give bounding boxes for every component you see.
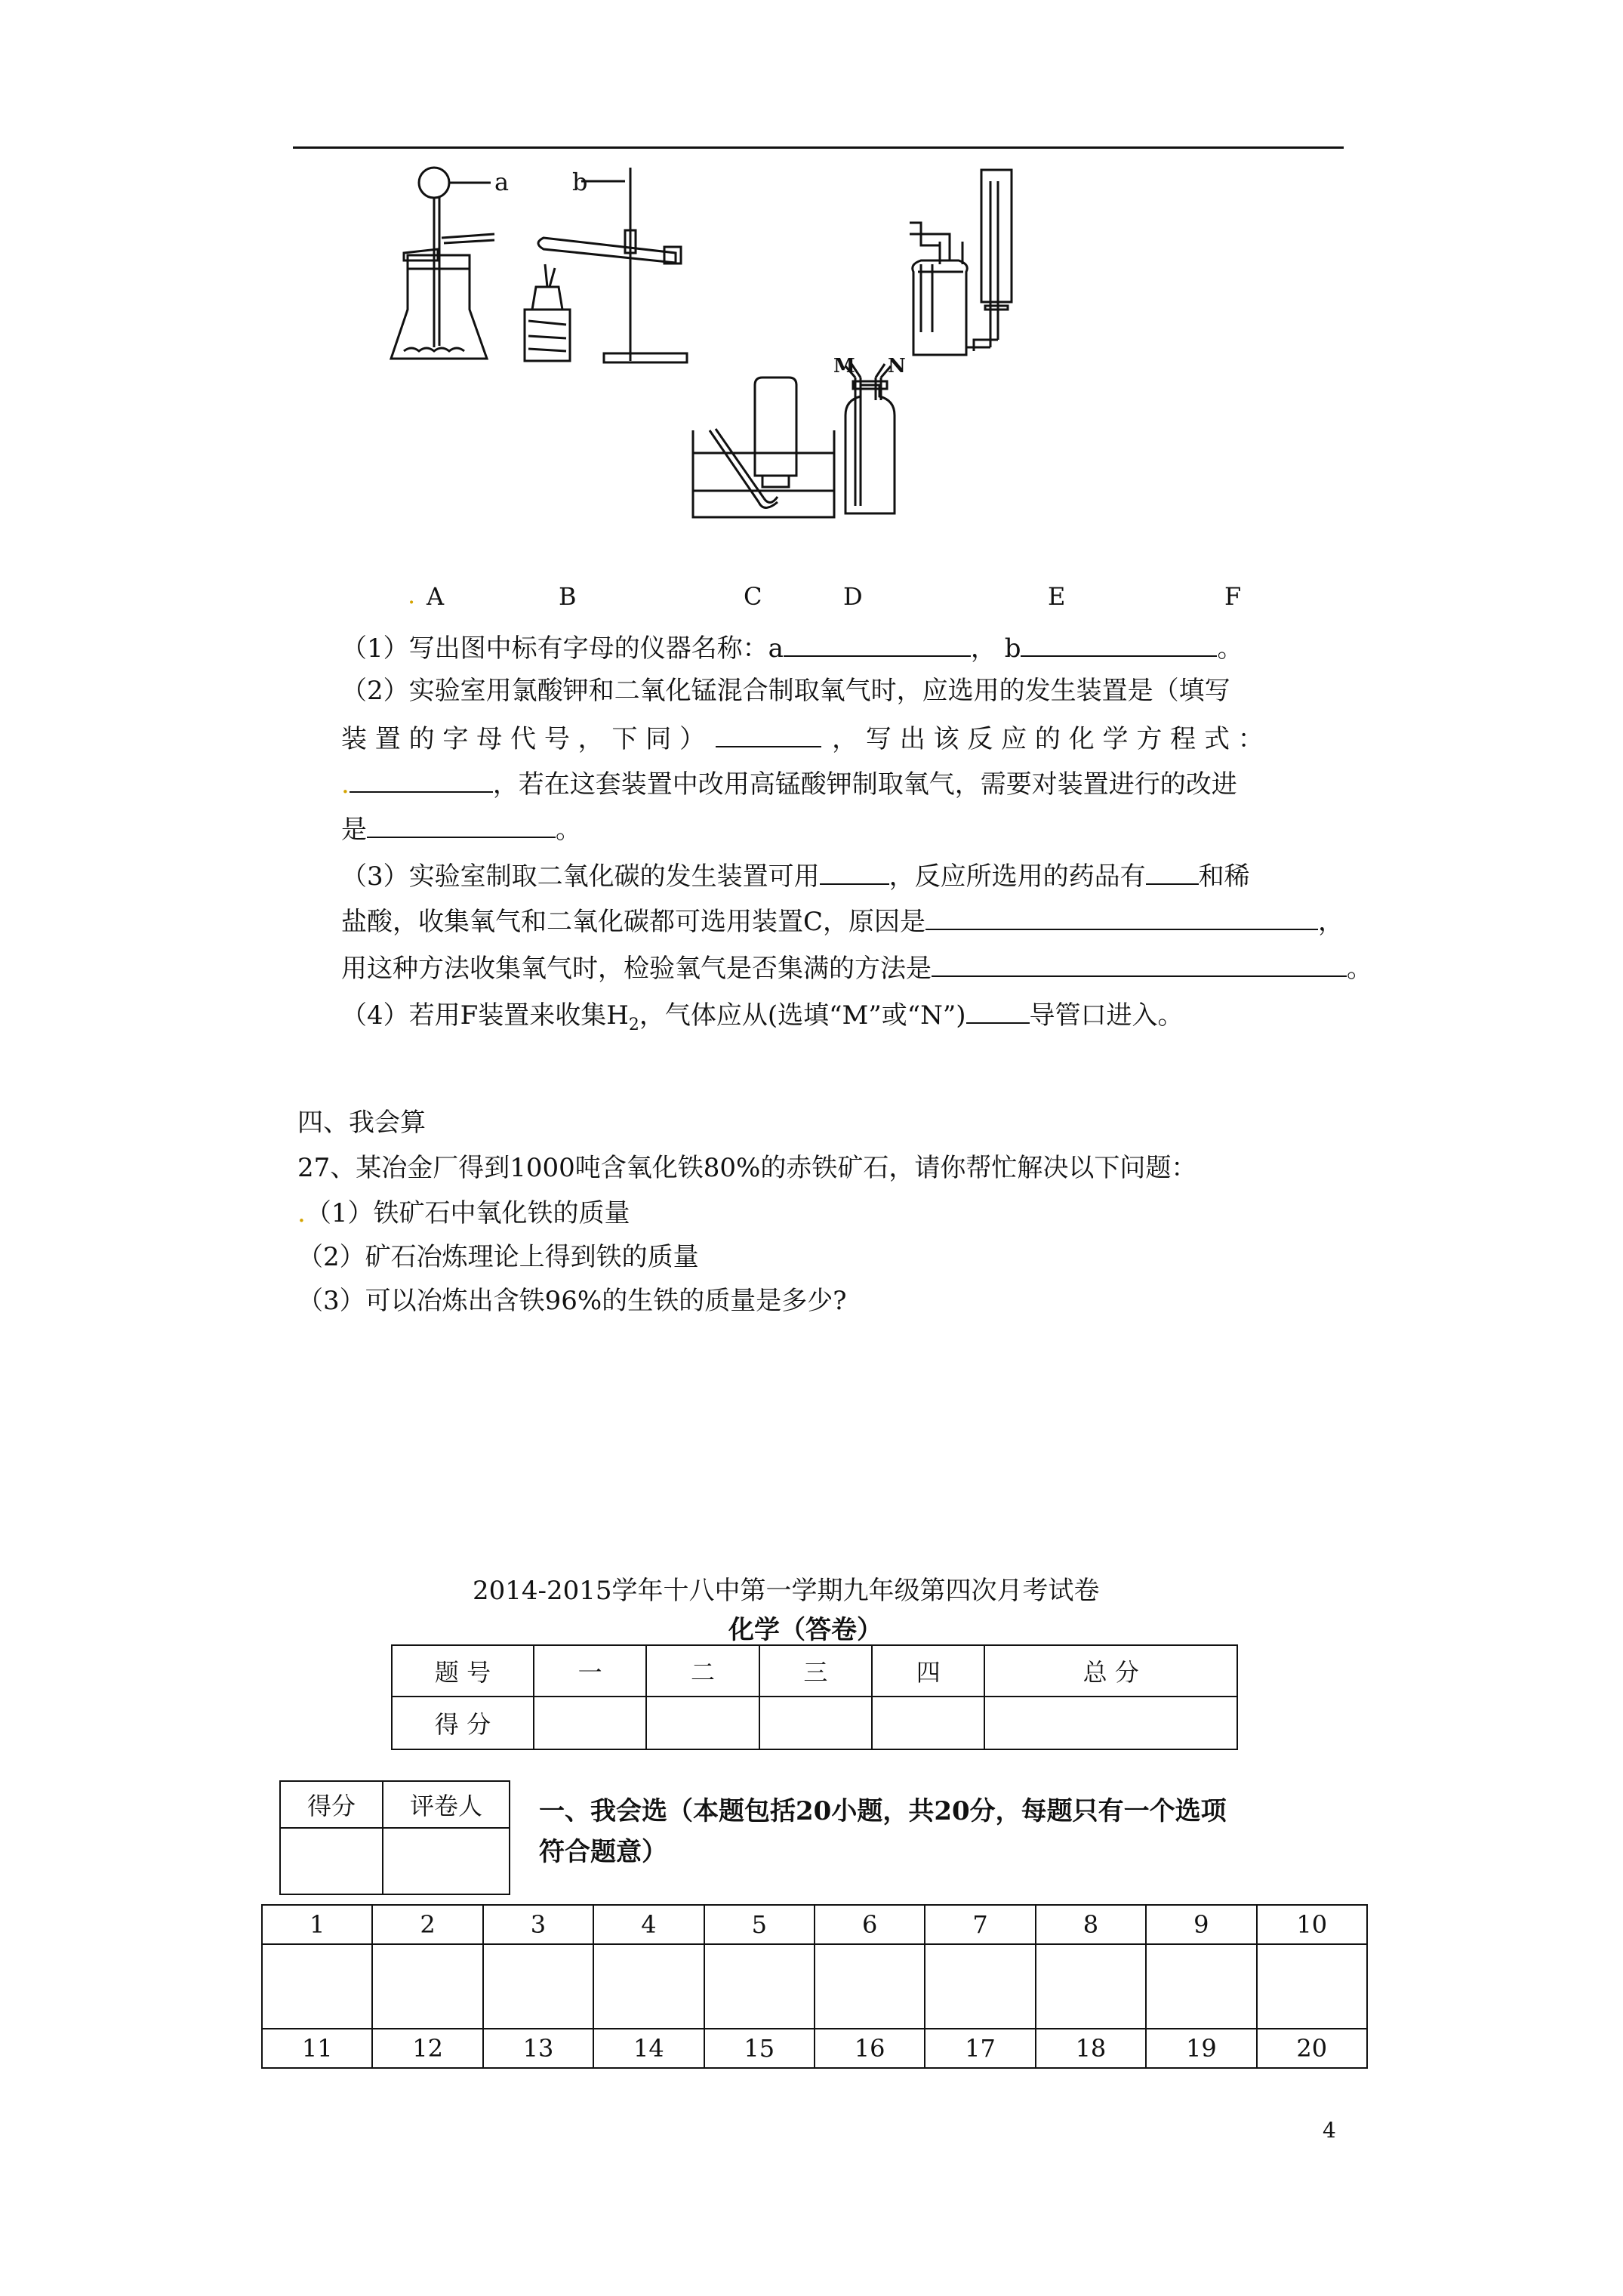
device-c-water-trough: [693, 378, 834, 517]
q27-item-2: （2）矿石冶炼理论上得到铁的质量: [297, 1242, 699, 1272]
q26-p2-line4b: 。: [556, 815, 581, 845]
q26-p2-line4: [341, 814, 581, 843]
score-header-total: 总 分: [984, 1645, 1237, 1697]
grid-num: 19: [1146, 2029, 1256, 2068]
grid-answer-cell[interactable]: [1257, 1944, 1367, 2029]
answer-sheet-title: 2014-2015学年十八中第一学期九年级第四次月考试卷: [473, 1576, 1100, 1606]
blank-a[interactable]: [784, 633, 971, 657]
device-f-inverted-bottle: [966, 170, 1012, 351]
q26-p3-line2b: ，: [1318, 907, 1344, 937]
q26-p3-line3b: 。: [1347, 954, 1372, 984]
label-b: b: [572, 168, 588, 196]
score-cell-2[interactable]: [646, 1697, 759, 1749]
device-letter-a: A: [427, 582, 445, 611]
grid-num: 10: [1257, 1905, 1367, 1944]
grid-num: 18: [1036, 2029, 1146, 2068]
q26-p2-line4a: 是: [341, 815, 367, 845]
grid-answer-cell[interactable]: [925, 1944, 1035, 2029]
grid-num: 1: [262, 1905, 372, 1944]
blank-improvement[interactable]: [367, 814, 556, 838]
device-b-heating: [525, 168, 687, 362]
q26-p1-text: （1）写出图中标有字母的仪器名称：a: [341, 633, 784, 664]
score-table: [391, 1644, 1238, 1750]
section1-line1: 一、我会选（本题包括20小题，共20分，每题只有一个选项: [539, 1796, 1227, 1826]
grid-num: 8: [1036, 1905, 1146, 1944]
grid-num: 7: [925, 1905, 1035, 1944]
grader-table: [279, 1780, 510, 1895]
q26-p3-line1: [341, 861, 1250, 892]
score-header-4: 四: [872, 1645, 984, 1697]
device-letter-c: C: [744, 582, 762, 611]
blank-b[interactable]: [1021, 633, 1217, 657]
grid-num: 17: [925, 2029, 1035, 2068]
grader-score-header: 得分: [280, 1781, 383, 1828]
device-d-gas-bottle: [845, 364, 895, 513]
label-a: a: [494, 168, 510, 196]
q26-p4-b: ，气体应从(选填“M”或“N”): [639, 1000, 966, 1031]
label-m: M: [833, 355, 855, 378]
blank-equation[interactable]: [350, 769, 493, 793]
blank-reagent[interactable]: [1146, 861, 1199, 885]
section4-title: 四、我会算: [297, 1108, 426, 1138]
q26-p4-sub: 2: [628, 1015, 639, 1034]
apparatus-figure: [377, 159, 1298, 596]
q26-p2-line2b: ， 写 出 该 反 应 的 化 学 方 程 式 ：: [832, 724, 1264, 754]
grid-num: 3: [483, 1905, 593, 1944]
grid-answer-cell[interactable]: [815, 1944, 925, 2029]
blank-inlet[interactable]: [966, 1000, 1030, 1024]
q27-text: 27、某冶金厂得到1000吨含氧化铁80%的赤铁矿石，请你帮忙解决以下问题：: [297, 1153, 1197, 1183]
grid-answer-cell[interactable]: [483, 1944, 593, 2029]
q26-p2-line1: （2）实验室用氯酸钾和二氧化锰混合制取氧气时，应选用的发生装置是（填写: [341, 676, 1230, 706]
grid-answer-cell[interactable]: [593, 1944, 704, 2029]
q26-p2-line2: [341, 723, 1264, 752]
grid-answer-cell[interactable]: [704, 1944, 815, 2029]
header-rule: [293, 146, 1344, 149]
grid-num: 9: [1146, 1905, 1256, 1944]
device-letter-e: E: [1048, 582, 1066, 611]
grader-name-cell[interactable]: [383, 1828, 510, 1894]
q26-p3-line2a: 盐酸，收集氧气和二氧化碳都可选用装置C，原因是: [341, 907, 926, 937]
grid-num: 13: [483, 2029, 593, 2068]
q26-p2-line2a: 装 置 的 字 母 代 号 ， 下 同 ）: [341, 724, 706, 754]
q26-p4: [341, 1000, 1184, 1034]
q26-p1: [341, 633, 1243, 664]
q26-p1-mid: ， b: [970, 633, 1021, 664]
grid-answer-cell[interactable]: [1036, 1944, 1146, 2029]
grid-num: 16: [815, 2029, 925, 2068]
score-cell-4[interactable]: [872, 1697, 984, 1749]
q26-p3-line2: [341, 906, 1344, 935]
q26-p3-line1c: 和稀: [1198, 861, 1250, 892]
score-row-label: 得 分: [392, 1697, 534, 1749]
label-n: N: [888, 355, 906, 378]
q26-p4-c: 导管口进入。: [1029, 1000, 1184, 1031]
q26-p3-line1b: ，反应所选用的药品有: [888, 861, 1146, 892]
score-cell-3[interactable]: [759, 1697, 872, 1749]
device-letter-f: F: [1224, 582, 1242, 611]
device-letter-d: D: [843, 582, 863, 611]
q26-p1-end: 。: [1217, 633, 1243, 664]
grid-num: 20: [1257, 2029, 1367, 2068]
q26-p3-line1a: （3）实验室制取二氧化碳的发生装置可用: [341, 861, 820, 892]
grader-score-cell[interactable]: [280, 1828, 383, 1894]
score-header-no: 题 号: [392, 1645, 534, 1697]
blank-co2-device[interactable]: [820, 861, 889, 885]
grid-num: 14: [593, 2029, 704, 2068]
q26-p3-line3: [341, 953, 1372, 982]
answer-sheet-subtitle: 化学（答卷）: [728, 1615, 882, 1645]
grader-name-header: 评卷人: [383, 1781, 510, 1828]
score-cell-total[interactable]: [984, 1697, 1237, 1749]
grid-answer-cell[interactable]: [262, 1944, 372, 2029]
section1-line2: 符合题意）: [539, 1837, 667, 1867]
page-number: 4: [1323, 2118, 1336, 2143]
device-e-bottle: [910, 223, 967, 355]
blank-generator[interactable]: [716, 723, 821, 747]
q27-item-3: （3）可以冶炼出含铁96%的生铁的质量是多少?: [297, 1286, 847, 1316]
q26-p2-line3: [341, 769, 1237, 800]
score-header-1: 一: [534, 1645, 646, 1697]
q26-p2-dot: .: [341, 769, 350, 800]
grid-num: 15: [704, 2029, 815, 2068]
grid-answer-cell[interactable]: [372, 1944, 482, 2029]
grid-num: 6: [815, 1905, 925, 1944]
grid-answer-cell[interactable]: [1146, 1944, 1256, 2029]
q27-item-1: .（1）铁矿石中氧化铁的质量: [297, 1198, 630, 1228]
score-cell-1[interactable]: [534, 1697, 646, 1749]
q26-p2-line3-text: ，若在这套装置中改用高锰酸钾制取氧气，需要对装置进行的改进: [492, 769, 1237, 800]
grid-num: 11: [262, 2029, 372, 2068]
grid-num: 5: [704, 1905, 815, 1944]
grid-num: 4: [593, 1905, 704, 1944]
blank-check-method[interactable]: [932, 953, 1347, 977]
score-header-2: 二: [646, 1645, 759, 1697]
blank-reason[interactable]: [925, 906, 1318, 930]
device-a-flask: [391, 168, 494, 359]
q26-p4-a: （4）若用F装置来收集H: [341, 1000, 629, 1031]
grid-num: 12: [372, 2029, 482, 2068]
answer-grid: [261, 1904, 1368, 2069]
device-dot: .: [408, 581, 416, 609]
score-header-3: 三: [759, 1645, 872, 1697]
grid-num: 2: [372, 1905, 482, 1944]
q26-p3-line3a: 用这种方法收集氧气时，检验氧气是否集满的方法是: [341, 954, 932, 984]
device-letter-b: B: [559, 582, 577, 611]
